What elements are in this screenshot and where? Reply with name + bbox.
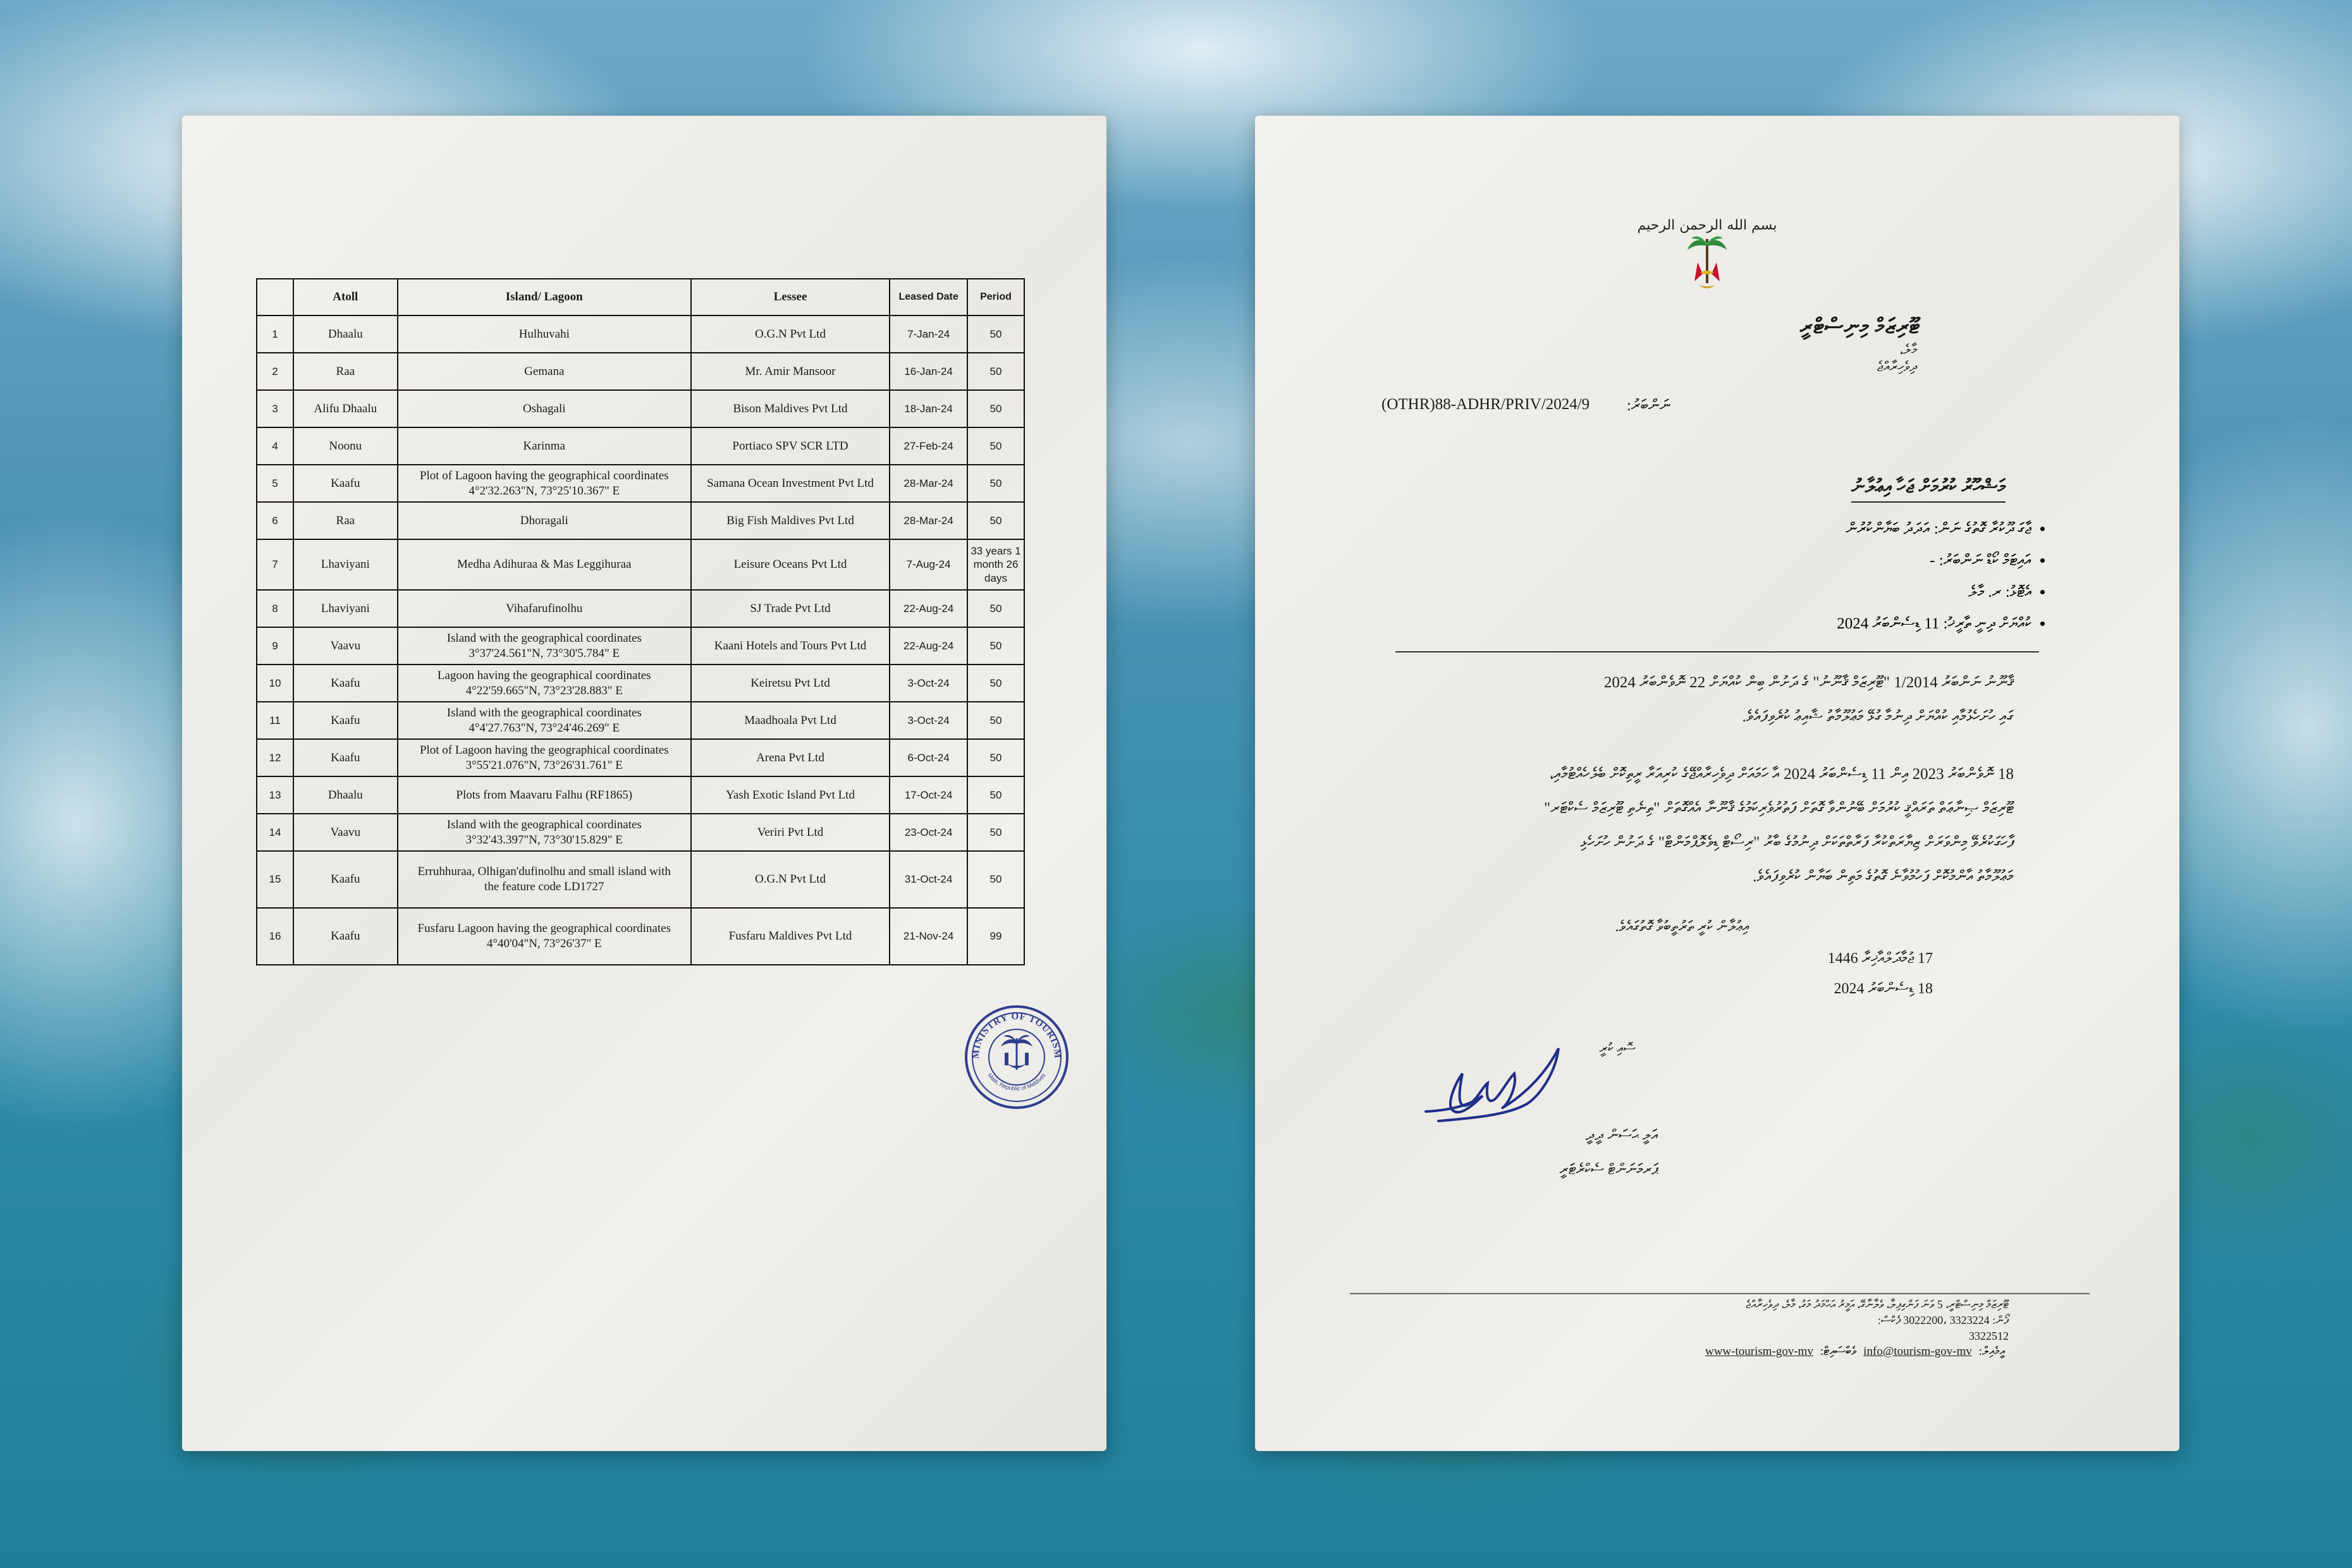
cell-period bbox=[967, 539, 1024, 590]
cell-leased-date: 22-Aug-24 bbox=[890, 590, 967, 627]
stamp-text-bottom: Malé, Republic of Maldives bbox=[986, 1072, 1047, 1092]
cell-no: 16 bbox=[257, 908, 293, 965]
cell-leased-date: 17-Oct-24 bbox=[890, 776, 967, 814]
cell-atoll: Alifu Dhaalu bbox=[293, 390, 398, 427]
closing-line: އިޢުލާން ކުރީ ތަރުތީބުވާ ގޮތުގައެވެ. bbox=[1615, 919, 1749, 935]
cell-island bbox=[398, 776, 691, 814]
paragraph-line: ފާހަގަކުރެވޭ މިންވަރަށް ޒިޔާރަތްކުރާ ފަރާތްތަކަށް ދިނުމުގެ ބާރު "ރިސޯޓް ޑިވެލޮޕްމަންޓް" ގެ ދަށުން ހުށަހެޅި bbox=[1580, 834, 2014, 851]
cell-lessee: Leisure Oceans Pvt Ltd bbox=[691, 539, 890, 590]
cell-no: 9 bbox=[257, 627, 293, 665]
table-row bbox=[257, 702, 1024, 739]
table-row bbox=[257, 315, 1024, 353]
paragraph-line: މަޢުލޫމާތު އާންމުކޮށް ފަހުމުވާނެ ގޮތުގެ މަތިން ބަޔާން ކުރެވިފައެވެ. bbox=[1753, 868, 2014, 885]
cell-line: 50 bbox=[989, 602, 1002, 615]
cell-line: Plot of Lagoon having the geographical coordinates bbox=[419, 469, 669, 482]
footer-links bbox=[1705, 1345, 2009, 1359]
cell-atoll: Kaafu bbox=[293, 908, 398, 965]
website-label: ވެބްސައިޓް: bbox=[1820, 1345, 1857, 1358]
cell-atoll: Kaafu bbox=[293, 739, 398, 776]
cell-no: 12 bbox=[257, 739, 293, 776]
cell-no: 11 bbox=[257, 702, 293, 739]
ministry-letter-page bbox=[1255, 116, 2179, 1451]
header-no bbox=[257, 279, 293, 315]
table-row bbox=[257, 390, 1024, 427]
cell-line: 50 bbox=[989, 639, 1002, 652]
signatory-title: ޕަރމަނަންޓް ސެކްރެޓަރީ bbox=[1559, 1161, 1658, 1178]
cell-lessee: Mr. Amir Mansoor bbox=[691, 353, 890, 390]
cell-line: Erruhhuraa, Olhigan'dufinolhu and small island with bbox=[417, 865, 671, 879]
cell-line: 50 bbox=[989, 477, 1002, 489]
footer-divider bbox=[1350, 1293, 2090, 1294]
cell-leased-date: 16-Jan-24 bbox=[890, 353, 967, 390]
cell-period bbox=[967, 315, 1024, 353]
cell-period bbox=[967, 665, 1024, 702]
divider bbox=[1395, 651, 2039, 652]
cell-no: 6 bbox=[257, 502, 293, 539]
cell-island bbox=[398, 427, 691, 465]
cell-leased-date: 6-Oct-24 bbox=[890, 739, 967, 776]
lease-table bbox=[256, 278, 1025, 965]
cell-lessee: SJ Trade Pvt Ltd bbox=[691, 590, 890, 627]
gregorian-date: 18 ޑިސެންބަރު 2024 bbox=[1834, 981, 1933, 997]
table-row bbox=[257, 353, 1024, 390]
cell-island bbox=[398, 908, 691, 965]
cell-lessee: Bison Maldives Pvt Ltd bbox=[691, 390, 890, 427]
cell-island bbox=[398, 851, 691, 908]
bismillah-text: بسم الله الرحمن الرحيم bbox=[1637, 217, 1777, 233]
cell-leased-date: 23-Oct-24 bbox=[890, 814, 967, 851]
table-row bbox=[257, 590, 1024, 627]
cell-line: Karinma bbox=[523, 439, 565, 453]
cell-line: Lagoon having the geographical coordinates bbox=[437, 668, 651, 682]
cell-period bbox=[967, 776, 1024, 814]
table-row bbox=[257, 539, 1024, 590]
table-row bbox=[257, 465, 1024, 502]
cell-lessee: O.G.N Pvt Ltd bbox=[691, 315, 890, 353]
list-item: • ކުއްޔަށް ދިނީ ތާރީޚު: 11 ޑިސެންބަރު 2024 bbox=[1837, 615, 2031, 633]
cell-lessee: Samana Ocean Investment Pvt Ltd bbox=[691, 465, 890, 502]
cell-period bbox=[967, 908, 1024, 965]
cell-line: 33 years 1 bbox=[971, 545, 1021, 558]
cell-atoll: Kaafu bbox=[293, 465, 398, 502]
signature-image bbox=[1413, 1036, 1571, 1137]
cell-no: 13 bbox=[257, 776, 293, 814]
cell-line: 99 bbox=[989, 930, 1002, 943]
cell-no: 10 bbox=[257, 665, 293, 702]
cell-line: the feature code LD1727 bbox=[484, 880, 604, 893]
cell-leased-date: 3-Oct-24 bbox=[890, 702, 967, 739]
table-row bbox=[257, 851, 1024, 908]
cell-line: Vihafarufinolhu bbox=[506, 601, 583, 615]
cell-lessee: Yash Exotic Island Pvt Ltd bbox=[691, 776, 890, 814]
cell-line: month 26 days bbox=[973, 558, 1019, 584]
cell-leased-date: 21-Nov-24 bbox=[890, 908, 967, 965]
cell-atoll: Vaavu bbox=[293, 814, 398, 851]
cell-period bbox=[967, 502, 1024, 539]
cell-line: 50 bbox=[989, 365, 1002, 377]
cell-lessee: Maadhoala Pvt Ltd bbox=[691, 702, 890, 739]
email-link[interactable]: info@tourism-gov-mv bbox=[1863, 1345, 1972, 1358]
cell-island bbox=[398, 702, 691, 739]
cell-line: 4°22'59.665"N, 73°23'28.883" E bbox=[465, 683, 623, 697]
cell-line: Island with the geographical coordinates bbox=[446, 706, 642, 720]
cell-period bbox=[967, 465, 1024, 502]
signed-label: ސޮއި ކުރީ bbox=[1599, 1040, 1636, 1056]
palm-crest-icon bbox=[1687, 236, 1727, 288]
header-period: Period bbox=[967, 279, 1024, 315]
cell-island bbox=[398, 502, 691, 539]
cell-line: Gemana bbox=[524, 364, 565, 378]
table-row bbox=[257, 908, 1024, 965]
cell-lessee: Portiaco SPV SCR LTD bbox=[691, 427, 890, 465]
table-row bbox=[257, 427, 1024, 465]
cell-lessee: Big Fish Maldives Pvt Ltd bbox=[691, 502, 890, 539]
cell-line: Island with the geographical coordinates bbox=[446, 631, 642, 645]
footer-address: ޓޫރިޒަމް މިނިސްޓްރީ، 5 ވަނަ ފަންގިފިލާ، ވެލާނާގޭ، އަމީރު އަޙްމަދު މަގު، މާލެ، ދިވެހިރާއްޖެ bbox=[1746, 1298, 2009, 1311]
organization-country: ދިވެހިރާއްޖެ bbox=[1877, 358, 1917, 374]
cell-leased-date: 3-Oct-24 bbox=[890, 665, 967, 702]
cell-period bbox=[967, 627, 1024, 665]
cell-period bbox=[967, 851, 1024, 908]
cell-island bbox=[398, 353, 691, 390]
cell-atoll: Noonu bbox=[293, 427, 398, 465]
cell-line: Hulhuvahi bbox=[518, 327, 570, 341]
table-row bbox=[257, 739, 1024, 776]
cell-leased-date: 28-Mar-24 bbox=[890, 502, 967, 539]
cell-atoll: Kaafu bbox=[293, 851, 398, 908]
cell-period bbox=[967, 590, 1024, 627]
cell-line: 50 bbox=[989, 751, 1002, 764]
cell-atoll: Raa bbox=[293, 353, 398, 390]
cell-lessee: Kaani Hotels and Tours Pvt Ltd bbox=[691, 627, 890, 665]
cell-lessee: Veriri Pvt Ltd bbox=[691, 814, 890, 851]
cell-leased-date: 18-Jan-24 bbox=[890, 390, 967, 427]
cell-island bbox=[398, 814, 691, 851]
cell-period bbox=[967, 353, 1024, 390]
table-row bbox=[257, 776, 1024, 814]
cell-leased-date: 28-Mar-24 bbox=[890, 465, 967, 502]
reference-label: ނަންބަރު: bbox=[1626, 397, 1670, 414]
cell-line: 50 bbox=[989, 677, 1002, 689]
list-item: • ޖާގަ ދޫކުރާ ގޮތުގެ ނަން: އަދަދު ބަޔާންކުރުން bbox=[1837, 520, 2031, 538]
header-atoll: Atoll bbox=[293, 279, 398, 315]
cell-leased-date: 27-Feb-24 bbox=[890, 427, 967, 465]
cell-lessee: Fusfaru Maldives Pvt Ltd bbox=[691, 908, 890, 965]
cell-island bbox=[398, 465, 691, 502]
stamp-emblem-icon bbox=[1001, 1035, 1032, 1070]
cell-no: 8 bbox=[257, 590, 293, 627]
email-label: އީމެއިލް: bbox=[1978, 1345, 2005, 1358]
organization-name: ޓޫރިޒަމް މިނިސްޓްރީ bbox=[1799, 315, 1920, 338]
paragraph-line: 18 ނޮވެންބަރު 2023 އިން 11 ޑިސެންބަރު 2024 އާ ހަމައަށް ދިވެހިރާއްޖޭގެ ކުރިއަރާ ރީތިކޮށް ބެލެހެއްޓުމާއި، bbox=[1549, 766, 2014, 783]
cell-island bbox=[398, 739, 691, 776]
header-island: Island/ Lagoon bbox=[398, 279, 691, 315]
header-lessee: Lessee bbox=[691, 279, 890, 315]
cell-no: 3 bbox=[257, 390, 293, 427]
cell-line: Plots from Maavaru Falhu (RF1865) bbox=[456, 788, 633, 802]
letter-subject: މަޝްހޫރު ކުރުމަށް ޖަހާ އިޢުލާނު bbox=[1851, 476, 2006, 503]
cell-line: 50 bbox=[989, 826, 1002, 838]
table-header-row bbox=[257, 279, 1024, 315]
cell-atoll: Dhaalu bbox=[293, 776, 398, 814]
cell-atoll: Lhaviyani bbox=[293, 590, 398, 627]
cell-atoll: Vaavu bbox=[293, 627, 398, 665]
paragraph-line: ގައި ހުށަހެޅުމާއި ކުއްޔަށް ދިނުމާ ގުޅޭ މަޢުލޫމާތު ޝާއިޢު ކުރެވިފައެވެ. bbox=[1742, 708, 2014, 725]
cell-line: Oshagali bbox=[522, 401, 566, 415]
list-item: • އައިޓަމް ކޯޑް ނަންބަރު: - bbox=[1837, 552, 2031, 570]
cell-leased-date: 22-Aug-24 bbox=[890, 627, 967, 665]
cell-island bbox=[398, 390, 691, 427]
reference-number: (OTHR)88-ADHR/PRIV/2024/9 bbox=[1381, 396, 1590, 413]
stamp-text-top: MINISTRY OF TOURISM bbox=[971, 1011, 1063, 1060]
cell-atoll: Dhaalu bbox=[293, 315, 398, 353]
cell-line: Plot of Lagoon having the geographical coordinates bbox=[419, 743, 669, 757]
cell-island bbox=[398, 590, 691, 627]
paragraph-line: ޤާނޫނު ނަންބަރު 1/2014 "ޓޫރިޒަމް ޤާނޫނު" ގެ ދަށުން ބިން ކުއްޔަށް 22 ނޮވެންބަރު 2024 bbox=[1603, 674, 2014, 691]
cell-line: 50 bbox=[989, 788, 1002, 801]
paragraph-1 bbox=[1381, 666, 2014, 734]
cell-island bbox=[398, 315, 691, 353]
website-link[interactable]: www-tourism-gov-mv bbox=[1705, 1345, 1813, 1358]
table-row bbox=[257, 502, 1024, 539]
header-leased-date: Leased Date bbox=[890, 279, 967, 315]
cell-period bbox=[967, 702, 1024, 739]
cell-island bbox=[398, 539, 691, 590]
cell-lessee: Arena Pvt Ltd bbox=[691, 739, 890, 776]
cell-period bbox=[967, 814, 1024, 851]
cell-atoll: Kaafu bbox=[293, 665, 398, 702]
cell-atoll: Lhaviyani bbox=[293, 539, 398, 590]
cell-line: Dhoragali bbox=[520, 513, 568, 527]
state-emblem bbox=[1637, 211, 1777, 299]
cell-lessee: Keiretsu Pvt Ltd bbox=[691, 665, 890, 702]
lease-table-page bbox=[182, 116, 1106, 1451]
cell-line: Fusfaru Lagoon having the geographical coordinates bbox=[417, 922, 671, 936]
cell-line: Medha Adihuraa & Mas Leggihuraa bbox=[457, 558, 632, 572]
organization-city: މާލެ، bbox=[1899, 341, 1917, 357]
cell-atoll: Kaafu bbox=[293, 702, 398, 739]
cell-line: 50 bbox=[989, 328, 1002, 340]
cell-no: 14 bbox=[257, 814, 293, 851]
cell-line: 50 bbox=[989, 714, 1002, 726]
cell-line: 4°2'32.263"N, 73°25'10.367" E bbox=[469, 484, 620, 498]
cell-line: 50 bbox=[989, 514, 1002, 527]
detail-list bbox=[1837, 520, 2053, 647]
cell-period bbox=[967, 427, 1024, 465]
table-row bbox=[257, 665, 1024, 702]
signatory-name: އަލީ ޙަސަން ދީދީ bbox=[1585, 1127, 1658, 1144]
cell-no: 15 bbox=[257, 851, 293, 908]
paragraph-line: ޓޫރިޒަމް ޞިނާޢަތް ތަރައްޤީ ކުރުމަށް ބޭނުންވާ ގޮތަށް ފަތުރުވެރިކަމުގެ ޤާނޫނާ އެއްގޮތަށް "ތިނެތި ޓޫރިޒަމް ސެކްޓަރ" bbox=[1544, 800, 2014, 817]
table-row bbox=[257, 814, 1024, 851]
cell-line: 3°55'21.076"N, 73°26'31.761" E bbox=[465, 758, 623, 772]
hijri-date: 17 ޖުމާދަލްއާޚިރާ 1446 bbox=[1827, 950, 1933, 967]
cell-island bbox=[398, 665, 691, 702]
cell-period bbox=[967, 390, 1024, 427]
cell-period bbox=[967, 739, 1024, 776]
cell-line: 50 bbox=[989, 402, 1002, 415]
cell-line: 4°4'27.763"N, 73°24'46.269" E bbox=[469, 721, 620, 735]
ministry-of-tourism-stamp bbox=[963, 1003, 1070, 1111]
footer-phone: ފޯން: 3323224 ،3022200 ފެކްސް: bbox=[1877, 1314, 2009, 1326]
cell-line: 50 bbox=[989, 873, 1002, 886]
cell-leased-date: 7-Aug-24 bbox=[890, 539, 967, 590]
cell-lessee: O.G.N Pvt Ltd bbox=[691, 851, 890, 908]
cell-no: 7 bbox=[257, 539, 293, 590]
cell-no: 4 bbox=[257, 427, 293, 465]
cell-line: 4°40'04"N, 73°26'37" E bbox=[486, 937, 602, 950]
cell-line: 3°32'43.397"N, 73°30'15.829" E bbox=[465, 833, 623, 847]
cell-no: 5 bbox=[257, 465, 293, 502]
cell-no: 1 bbox=[257, 315, 293, 353]
paragraph-2 bbox=[1381, 757, 2014, 894]
cell-atoll: Raa bbox=[293, 502, 398, 539]
cell-line: 3°37'24.561"N, 73°30'5.784" E bbox=[469, 646, 620, 660]
footer-fax: 3322512 bbox=[1969, 1330, 2009, 1342]
cell-leased-date: 31-Oct-24 bbox=[890, 851, 967, 908]
cell-island bbox=[398, 627, 691, 665]
list-item: • އެޓޮޅު: ރ. މާލެ bbox=[1837, 584, 2031, 601]
cell-leased-date: 7-Jan-24 bbox=[890, 315, 967, 353]
cell-no: 2 bbox=[257, 353, 293, 390]
table-row bbox=[257, 627, 1024, 665]
cell-line: Island with the geographical coordinates bbox=[446, 818, 642, 831]
cell-line: 50 bbox=[989, 439, 1002, 452]
